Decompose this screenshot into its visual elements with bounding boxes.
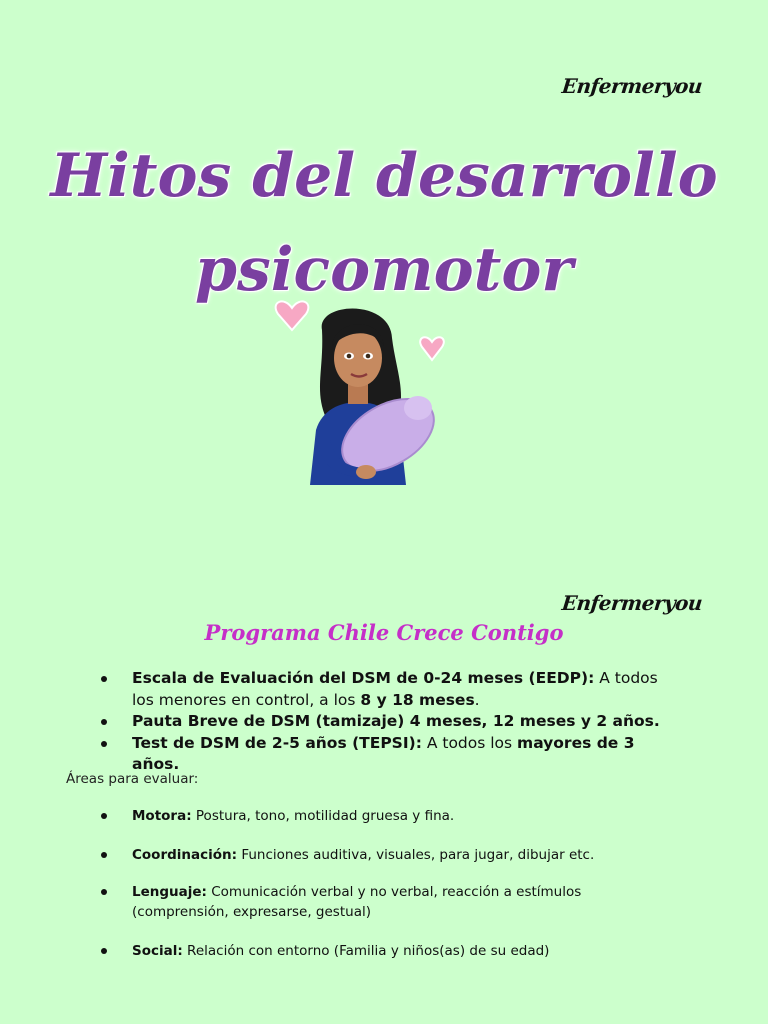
list-item: Pauta Breve de DSM (tamizaje) 4 meses, 12 meses y 2 años. xyxy=(100,711,680,733)
areas-label: Áreas para evaluar: xyxy=(66,771,199,787)
list-item: Test de DSM de 2-5 años (TEPSI): A todos los mayores de 3 años. xyxy=(100,733,680,776)
brand-logo-top: Enfermeryou xyxy=(560,74,704,98)
list-item: Escala de Evaluación del DSM de 0-24 meses (EEDP): A todos los menores en control, a los 8 y 18 meses. xyxy=(100,668,680,711)
areas-list xyxy=(100,806,680,961)
list-item: Social: Relación con entorno (Familia y niños(as) de su edad) xyxy=(100,941,680,961)
heart-icon xyxy=(276,301,309,330)
test-list xyxy=(100,668,680,776)
list-item: Coordinación: Funciones auditiva, visuales, para jugar, dibujar etc. xyxy=(100,845,680,865)
brand-logo-mid: Enfermeryou xyxy=(560,591,704,615)
page-title-line1: Hitos del desarrollo xyxy=(50,141,718,211)
program-subtitle: Programa Chile Crece Contigo xyxy=(204,620,564,645)
heart-icon xyxy=(420,337,444,360)
list-item: Motora: Postura, tono, motilidad gruesa y fina. xyxy=(100,806,680,826)
mother-with-baby-illustration xyxy=(270,290,450,490)
list-item: Lenguaje: Comunicación verbal y no verbal, reacción a estímulos (comprensión, expresarse, gestual) xyxy=(100,882,680,922)
page-title-line2: psicomotor xyxy=(195,235,573,305)
